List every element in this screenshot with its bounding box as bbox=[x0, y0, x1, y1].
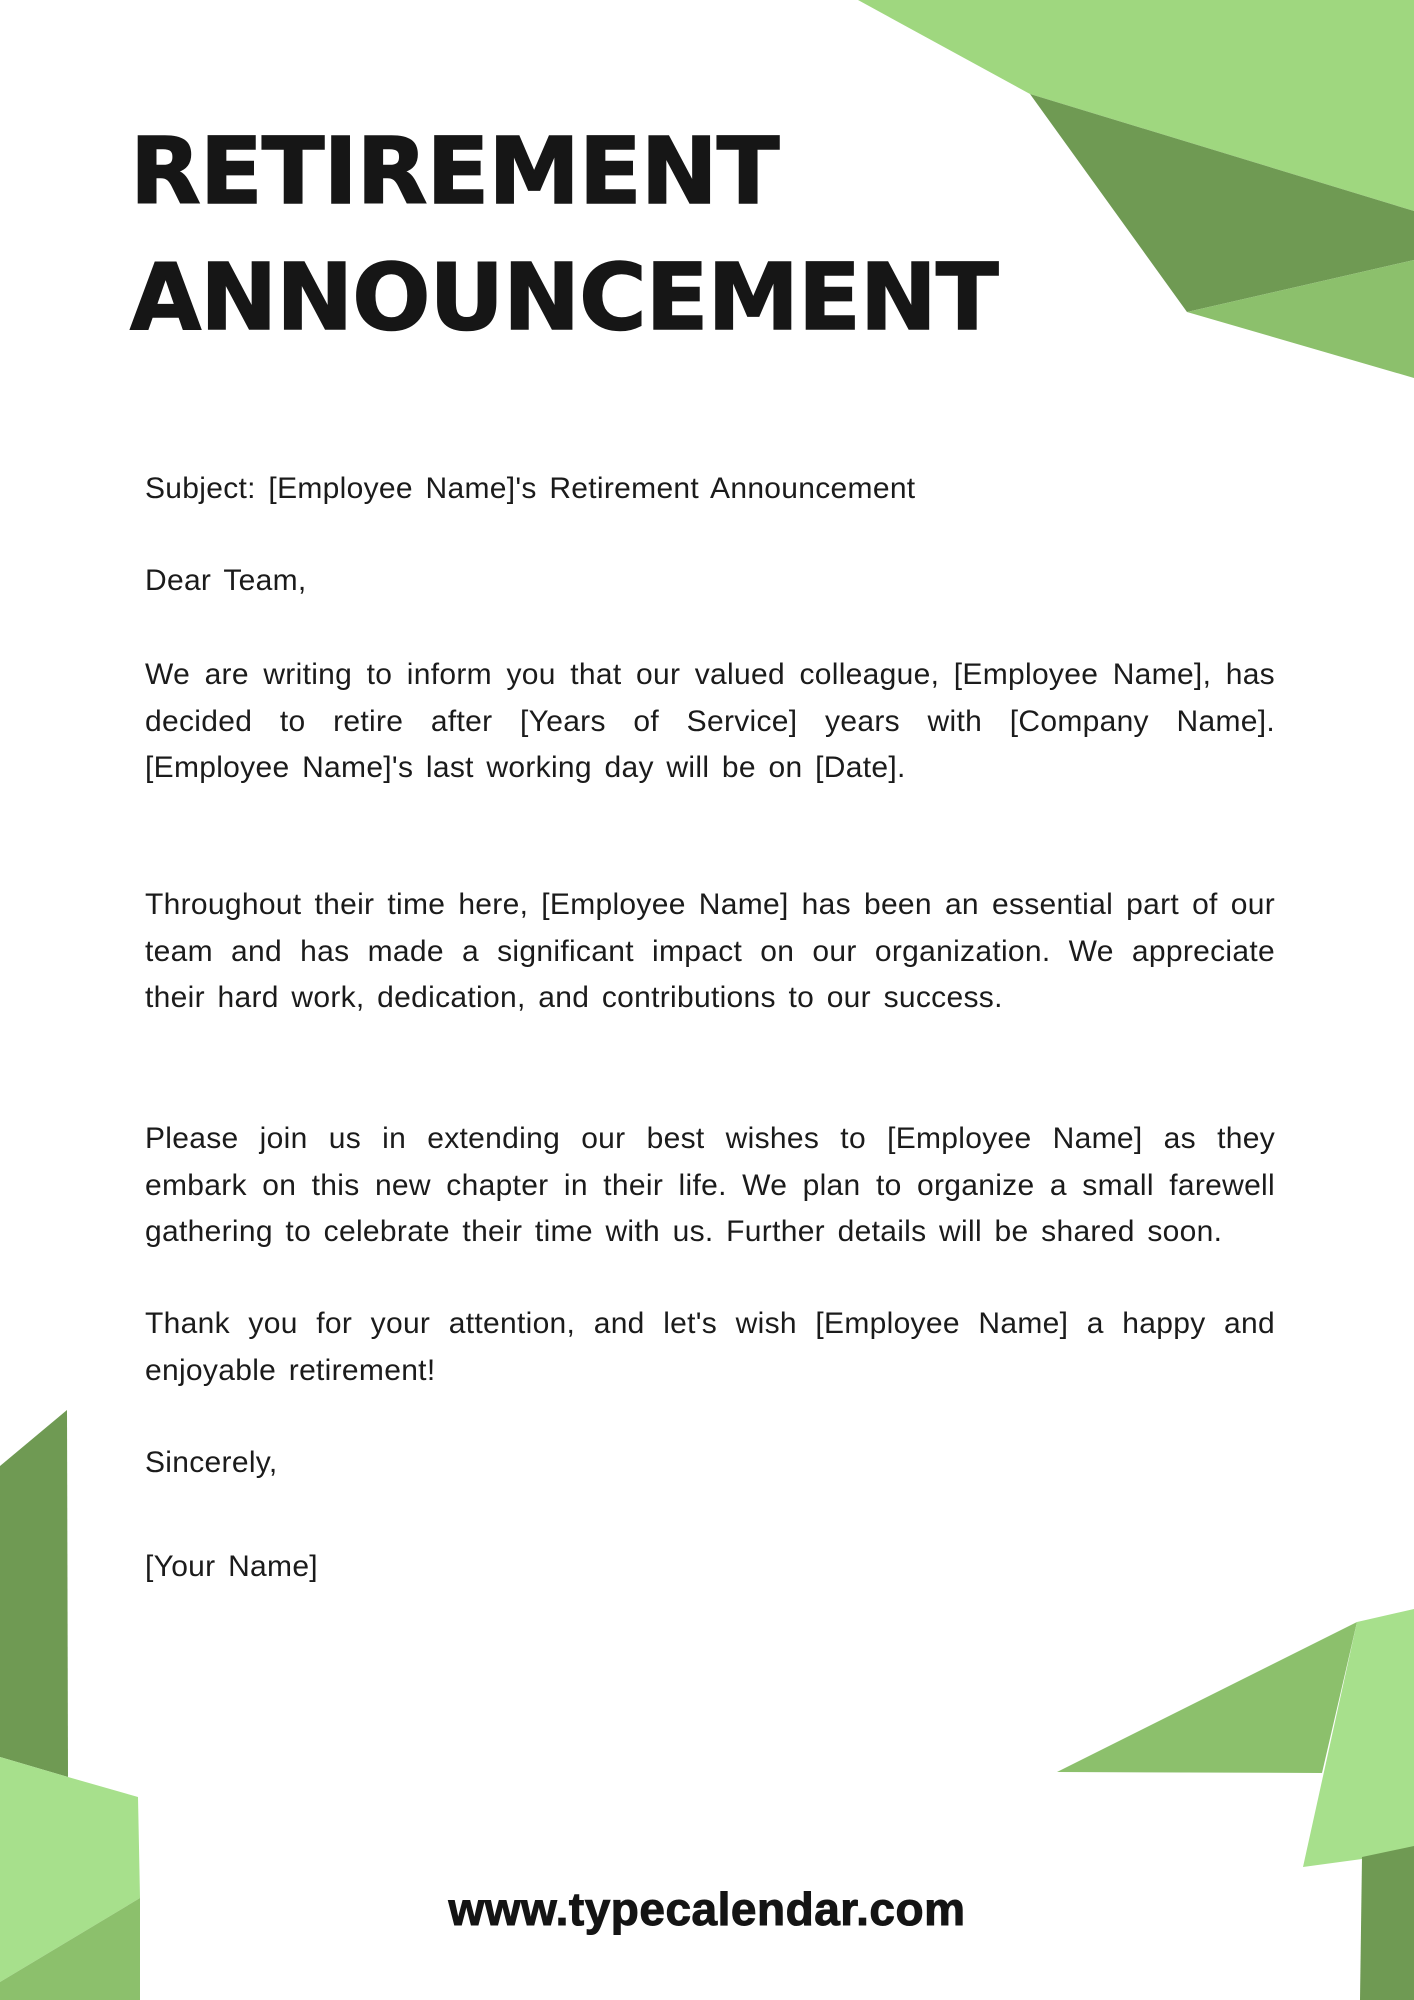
page-title bbox=[130, 109, 998, 361]
deco-bottom-right-light-polygon bbox=[1303, 1609, 1414, 1867]
website-url: www.typecalendar.com bbox=[448, 1883, 966, 1935]
deco-left-dark-strip bbox=[0, 1410, 68, 1777]
deco-bottom-right-mid-triangle bbox=[1057, 1622, 1357, 1773]
letter-paragraph-3: Please join us in extending our best wishes to [Employee Name] as they embark on this new chapter in their life. We plan to organize a small farewell gathering to celebrate their time with us. Further details will be shared soon. bbox=[145, 1122, 1275, 1248]
closing: Sincerely, bbox=[145, 1446, 278, 1479]
deco-top-right-mid-triangle bbox=[1187, 260, 1414, 378]
deco-top-right-dark-polygon bbox=[1030, 94, 1414, 312]
salutation: Dear Team, bbox=[145, 564, 307, 597]
subject-line: Subject: [Employee Name]'s Retirement Announcement bbox=[145, 472, 916, 505]
page-title-line-2: ANNOUNCEMENT bbox=[130, 244, 998, 351]
signature-placeholder: [Your Name] bbox=[145, 1550, 318, 1583]
letter-paragraph-2: Throughout their time here, [Employee Name] has been an essential part of our team and has made a significant impact on our organization. We appreciate their hard work, dedication, and contributions to our success. bbox=[145, 888, 1275, 1014]
letter-paragraph-4: Thank you for your attention, and let's wish [Employee Name] a happy and enjoyable retirement! bbox=[145, 1307, 1275, 1387]
letter-paragraph-1: We are writing to inform you that our valued colleague, [Employee Name], has decided to retire after [Years of Service] years with [Company Name]. [Employee Name]'s last working day will be on [Date]. bbox=[145, 658, 1275, 784]
page-title-line-1: RETIREMENT bbox=[130, 118, 779, 225]
deco-bottom-left-light-polygon bbox=[0, 1757, 140, 1982]
